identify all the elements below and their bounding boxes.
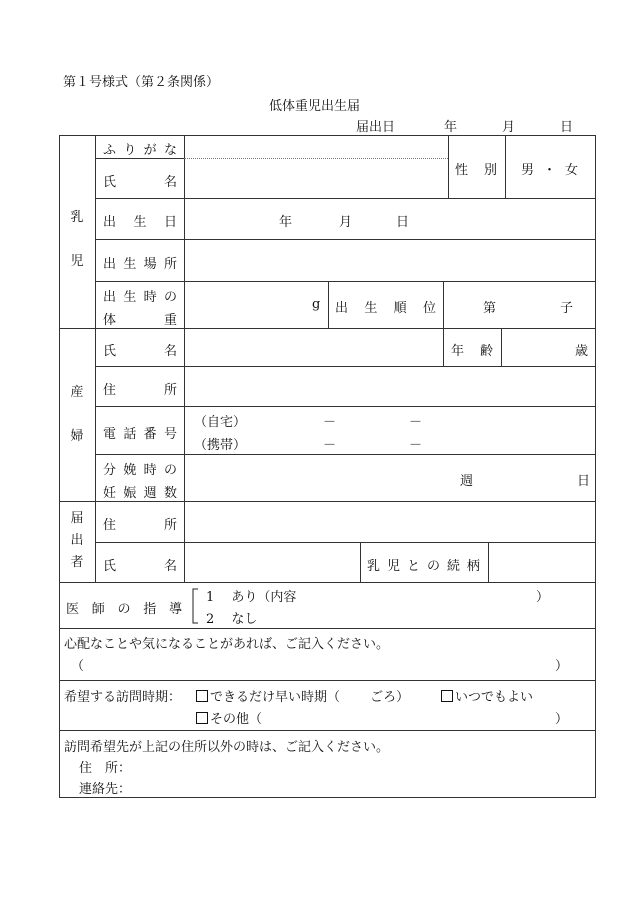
concerns-open-paren: （	[71, 659, 85, 674]
furigana-label: ふ り が な	[103, 143, 177, 158]
mother-name-field[interactable]	[186, 330, 441, 364]
phone-mobile-dash2: －	[409, 438, 423, 453]
alt-address-field[interactable]	[140, 754, 580, 774]
sex-options[interactable]: 男 ・ 女	[521, 163, 578, 178]
visit-option-other[interactable]: その他（	[196, 708, 262, 727]
birth-order-prefix[interactable]: 第	[483, 301, 497, 316]
mother-address-label: 住 所	[103, 383, 177, 398]
visit-timing-label: 希望する訪問時期：	[64, 690, 182, 705]
phone-label: 電 話 番 号	[103, 427, 177, 442]
birthdate-day[interactable]: 日	[396, 215, 410, 230]
notifier-address-label: 住 所	[103, 518, 177, 533]
filing-date-label: 届出日	[356, 120, 396, 135]
sex-label: 性 別	[455, 163, 497, 178]
visit-option-anytime[interactable]: いつでもよい	[441, 686, 533, 705]
filing-date-month[interactable]: 月	[502, 120, 516, 135]
section-mother: 産 婦	[70, 385, 84, 444]
relation-label: 乳 児 と の 続 柄	[367, 559, 480, 574]
concerns-field[interactable]	[90, 652, 550, 674]
phone-home-label: （自宅）	[194, 415, 247, 430]
phone-home-dash1: －	[323, 415, 337, 430]
birth-order-label: 出 生 順 位	[335, 301, 436, 316]
visit-other-close: ）	[555, 712, 569, 727]
brace-icon	[190, 588, 200, 624]
doctor-guidance-label: 医 師 の 指 導	[66, 602, 182, 617]
notifier-name-field[interactable]	[186, 544, 358, 580]
form-number: 第１号様式（第２条関係）	[63, 75, 220, 90]
notifier-name-label: 氏 名	[103, 559, 177, 574]
mother-address-field[interactable]	[186, 368, 594, 404]
birthdate-month[interactable]: 月	[339, 215, 353, 230]
relation-field[interactable]	[490, 544, 594, 580]
gestation-week-unit: 週	[460, 474, 474, 489]
filing-date-year[interactable]: 年	[444, 120, 458, 135]
infant-name-field[interactable]	[186, 160, 446, 196]
visit-option-early[interactable]: できるだけ早い時期（ ごろ）	[196, 686, 409, 705]
alt-contact-field[interactable]	[140, 775, 580, 795]
gestation-label-line1: 分 娩 時 の	[103, 463, 177, 478]
birthdate-year[interactable]: 年	[279, 215, 293, 230]
checkbox-icon[interactable]	[196, 712, 208, 724]
section-infant: 乳 児	[70, 210, 84, 269]
birth-weight-field[interactable]	[186, 283, 306, 326]
gestation-day-unit: 日	[577, 474, 591, 489]
infant-name-label: 氏 名	[103, 175, 177, 190]
form-title: 低体重児出生届	[269, 99, 361, 114]
mother-age-label: 年 齢	[451, 344, 493, 359]
phone-home-dash2: －	[409, 415, 423, 430]
birthplace-field[interactable]	[186, 241, 594, 279]
doctor-option-yes[interactable]: 1 あり（内容	[206, 590, 297, 605]
gestation-label-line2: 妊 娠 週 数	[103, 486, 177, 501]
mother-name-label: 氏 名	[103, 344, 177, 359]
birth-weight-label-line2: 体 重	[103, 313, 177, 328]
birthplace-label: 出 生 場 所	[103, 257, 177, 272]
doctor-option-no[interactable]: 2 なし	[206, 612, 258, 627]
weight-unit: g	[312, 297, 321, 312]
doctor-option-yes-close: ）	[536, 590, 550, 605]
section-notifier: 届 出 者	[70, 511, 84, 570]
birthdate-label: 出 生 日	[103, 215, 177, 230]
checkbox-icon[interactable]	[196, 690, 208, 702]
concerns-close-paren: ）	[555, 659, 569, 674]
notifier-address-field[interactable]	[186, 503, 594, 540]
phone-mobile-dash1: －	[323, 438, 337, 453]
alt-contact-label: 連絡先：	[79, 782, 132, 797]
alt-address-prompt: 訪問希望先が上記の住所以外の時は、ご記入ください。	[64, 740, 390, 755]
phone-mobile-label: （携帯）	[194, 438, 247, 453]
birth-weight-label-line1: 出 生 時 の	[103, 290, 177, 305]
furigana-field[interactable]	[186, 137, 446, 157]
concerns-prompt: 心配なことや気になることがあれば、ご記入ください。	[64, 637, 390, 652]
checkbox-icon[interactable]	[441, 690, 453, 702]
birth-order-suffix: 子	[560, 301, 574, 316]
mother-age-unit: 歳	[575, 344, 589, 359]
filing-date-day[interactable]: 日	[560, 120, 574, 135]
alt-address-label: 住 所：	[79, 761, 132, 776]
